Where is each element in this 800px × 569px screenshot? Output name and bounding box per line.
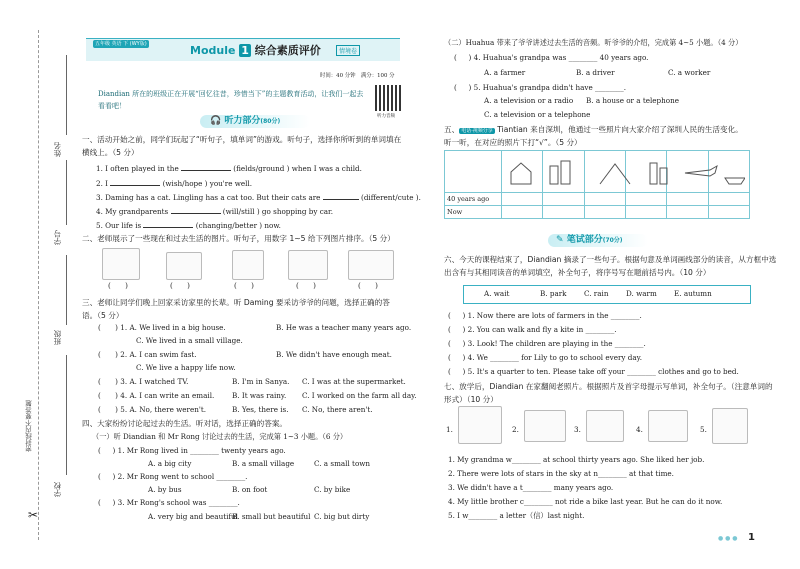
- television-picture: [586, 410, 624, 442]
- q4-part2: （二）Huahua 带来了爷爷讲述过去生活的音频。听爷爷的介绍，完成第 4~5 小题。（4 分）: [444, 38, 743, 47]
- page-number: 1: [748, 532, 755, 543]
- q2-bracket[interactable]: ( ): [296, 281, 316, 290]
- school-line: [66, 355, 67, 475]
- q3-item-5-b: B. Yes, there is.: [232, 405, 289, 414]
- q3-title: 三、老师让同学们晚上回家采访家里的长辈。听 Daming 要采访爷爷的问题，选择正确的答语。（5 分）: [82, 298, 390, 320]
- q4-opt: B. a driver: [576, 68, 615, 77]
- q4-opt: A. a television or a radio: [484, 96, 574, 105]
- school-label: 学校: [53, 482, 62, 497]
- bike-picture: [648, 410, 688, 442]
- q4-item-3: ( ) 3. Mr Rong's school was ________.: [98, 498, 240, 507]
- q7-item: 3. We didn't have a t________ many years ago.: [448, 483, 614, 492]
- q7-title: 七、放学后，Diandian 在家翻阅老照片。根据照片及首字母提示写单词，补全句子。（注意单词的形式）（10 分）: [444, 382, 773, 404]
- row-now: Now: [445, 206, 502, 219]
- q6-item: ( ) 2. You can walk and fly a kite in ________.: [448, 325, 617, 334]
- pic-num: 4.: [636, 425, 643, 434]
- bicycle-picture: [288, 250, 328, 280]
- intro-text: Diandian 所在的班级正在开展“回忆往昔，珍惜当下”的主题教育活动，让我们一起去看看吧！: [98, 90, 364, 110]
- ship-icon: [725, 178, 745, 184]
- q1-item-2: 2. I (wish/hope ) you're well.: [96, 179, 253, 188]
- q4-opt: B. a small village: [232, 459, 295, 468]
- road-icon: [600, 164, 630, 184]
- q3-item-3-c: C. I was at the supermarket.: [302, 377, 406, 386]
- qr-caption: 听力音频: [377, 114, 395, 119]
- qr-code[interactable]: [375, 85, 401, 111]
- student-id-label: 学号: [53, 230, 62, 245]
- q3-item-3: ( ) 3. A. I watched TV.: [98, 377, 189, 386]
- q2-bracket[interactable]: ( ): [108, 281, 128, 290]
- listening-title: 🎧 听力部分(80分): [210, 116, 281, 126]
- time-score: 时间：40 分钟 满分：100 分: [320, 73, 395, 79]
- q1-item-3: 3. Daming has a cat. Lingling has a cat too. But their cats are (different/cute ).: [96, 193, 421, 202]
- page-title: Module 1 综合素质评价: [190, 44, 321, 57]
- q3-item-5-c: C. No, there aren't.: [302, 405, 373, 414]
- name-label: 姓名: [53, 142, 62, 157]
- q3-item-3-b: B. I'm in Sanya.: [232, 377, 290, 386]
- student-id-line: [66, 160, 67, 225]
- q3-item-2: ( ) 2. A. I can swim fast.: [98, 350, 197, 359]
- q4-opt: C. big but dirty: [314, 512, 370, 521]
- q1-title: 一、活动开始之前，同学们玩起了“听句子，填单词”的游戏。听句子，选择你所听到的单词填在横线上。（5 分）: [82, 135, 402, 157]
- q4-item-4: ( ) 4. Huahua's grandpa was ________ 40 years ago.: [454, 53, 649, 62]
- q3-item-1-c: C. We lived in a small village.: [136, 336, 243, 345]
- q4-item-5: ( ) 5. Huahua's grandpa didn't have ________.: [454, 83, 627, 92]
- q3-item-5: ( ) 5. A. No, there weren't.: [98, 405, 207, 414]
- q2-title: 二、老师展示了一些现在和过去生活的图片。听句子，用数字 1~5 给下列图片排序。（5 分）: [82, 234, 395, 243]
- q4-opt: C. a worker: [668, 68, 711, 77]
- q2-bracket[interactable]: ( ): [358, 281, 378, 290]
- q6-item: ( ) 3. Look! The children are playing in the ________.: [448, 339, 646, 348]
- house-icon: [511, 163, 531, 184]
- q6-title: 六、今天的课程结束了，Diandian 摘录了一些句子。根据句意及单词画线部分的读音，从方框中选出含有与其相同读音的单词填空，补全句子，将序号写在题前括号内。（10 分）: [444, 255, 777, 277]
- q1-item-1: 1. I often played in the (fields/ground ) when I was a child.: [96, 164, 362, 173]
- pic-num: 5.: [700, 425, 707, 434]
- village-picture: [348, 250, 394, 280]
- q6-option: C. rain: [584, 289, 609, 298]
- photo-strip: [505, 158, 745, 188]
- q3-item-2-c: C. We live a happy life now.: [136, 363, 236, 372]
- row-40-years-ago: 40 years ago: [445, 193, 502, 206]
- q5-title-2: 听一听，在对应的照片下打“√”。（5 分）: [444, 138, 582, 147]
- class-line: [66, 255, 67, 325]
- q3-item-4: ( ) 4. A. I can write an email.: [98, 391, 215, 400]
- q3-item-2-b: B. We didn't have enough meat.: [276, 350, 392, 359]
- name-line: [66, 55, 67, 135]
- teacher-picture: [458, 406, 502, 444]
- tag-label: 情境卷: [336, 45, 360, 56]
- cut-notice: 密封线内不要答题: [25, 400, 33, 452]
- page-dots: ● ● ●: [718, 535, 738, 542]
- pic-num: 2.: [512, 425, 519, 434]
- q2-bracket[interactable]: ( ): [234, 281, 254, 290]
- q4-opt: A. a big city: [148, 459, 192, 468]
- answer-blank[interactable]: [323, 191, 359, 200]
- q4-title: 四、大家纷纷讨论起过去的生活。听对话，选择正确的答案。: [82, 419, 288, 428]
- q6-item: ( ) 1. Now there are lots of farmers in the ________.: [448, 311, 642, 320]
- q4-opt: A. by bus: [148, 485, 182, 494]
- headphones-icon: 🎧: [210, 116, 225, 126]
- night-sky-picture: [524, 410, 566, 442]
- answer-blank[interactable]: [181, 162, 231, 171]
- q3-item-4-b: B. It was rainy.: [232, 391, 287, 400]
- q6-option: E. autumn: [674, 289, 712, 298]
- writing-letter-picture: [712, 408, 748, 444]
- class-label: 班级: [53, 330, 62, 345]
- q7-item: 4. My little brother c________ not ride a bike last year. But he can do it now.: [448, 497, 723, 506]
- q6-option: B. park: [540, 289, 567, 298]
- q1-item-5: 5. Our life is (changing/better ) now.: [96, 221, 281, 230]
- q3-item-4-c: C. I worked on the farm all day.: [302, 391, 417, 400]
- tower-icon: [550, 166, 558, 184]
- pic-num: 3.: [574, 425, 581, 434]
- q4-opt: A. a farmer: [484, 68, 526, 77]
- answer-blank[interactable]: [171, 205, 221, 214]
- answer-blank[interactable]: [143, 219, 193, 228]
- q6-item: ( ) 5. It's a quarter to ten. Please take off your ________ clothes and go to bed.: [448, 367, 739, 376]
- scissors-icon: ✂: [28, 508, 39, 522]
- q4-opt: C. by bike: [314, 485, 351, 494]
- hand-washing-picture: [102, 248, 140, 280]
- q1-item-4: 4. My grandparents (will/still ) go shopping by car.: [96, 207, 333, 216]
- cut-line: [38, 30, 39, 540]
- q7-item: 1. My grandma w________ at school thirty years ago. She liked her job.: [448, 455, 705, 464]
- q4-opt: C. a small town: [314, 459, 371, 468]
- q4-item-1: ( ) 1. Mr Rong lived in ________ twenty years ago.: [98, 446, 286, 455]
- buildings-icon: [650, 163, 657, 184]
- pencil-icon: ✎: [556, 235, 567, 245]
- q3-item-1-b: B. He was a teacher many years ago.: [276, 323, 412, 332]
- grade-badge: 五年级 英语 下 (WY版): [95, 41, 147, 47]
- q7-item: 5. I w________ a letter（信）last night.: [448, 511, 585, 520]
- writing-title: ✎ 笔试部分(70分): [556, 235, 623, 245]
- answer-blank[interactable]: [110, 177, 160, 186]
- q4-opt: B. on foot: [232, 485, 268, 494]
- q6-option: D. warm: [626, 289, 657, 298]
- q6-item: ( ) 4. We ________ for Lily to go to school every day.: [448, 353, 643, 362]
- computer-picture: [232, 250, 264, 280]
- q4-opt: B. a house or a telephone: [586, 96, 679, 105]
- q3-item-1: ( ) 1. A. We lived in a big house.: [98, 323, 226, 332]
- q4-opt: C. a television or a telephone: [484, 110, 591, 119]
- q7-item: 2. There were lots of stars in the sky at n________ at that time.: [448, 469, 674, 478]
- plane-icon: [685, 166, 717, 176]
- q4-part1: （一）听 Diandian 和 Mr Rong 讨论过去的生活，完成第 1~3 小题。（6 分）: [92, 432, 348, 441]
- q4-opt: B. small but beautiful: [232, 512, 311, 521]
- radio-picture: [166, 252, 202, 280]
- q4-item-2: ( ) 2. Mr Rong went to school ________.: [98, 472, 248, 481]
- pic-num: 1.: [446, 425, 453, 434]
- q2-bracket[interactable]: ( ): [170, 281, 190, 290]
- q6-option: A. wait: [484, 289, 510, 298]
- q4-opt: A. very big and beautiful: [148, 512, 238, 521]
- q5-title: 五、 电话·视频分享 Tiantian 来自深圳，他通过一些照片向大家介绍了深圳人民的生活变化。: [444, 125, 743, 134]
